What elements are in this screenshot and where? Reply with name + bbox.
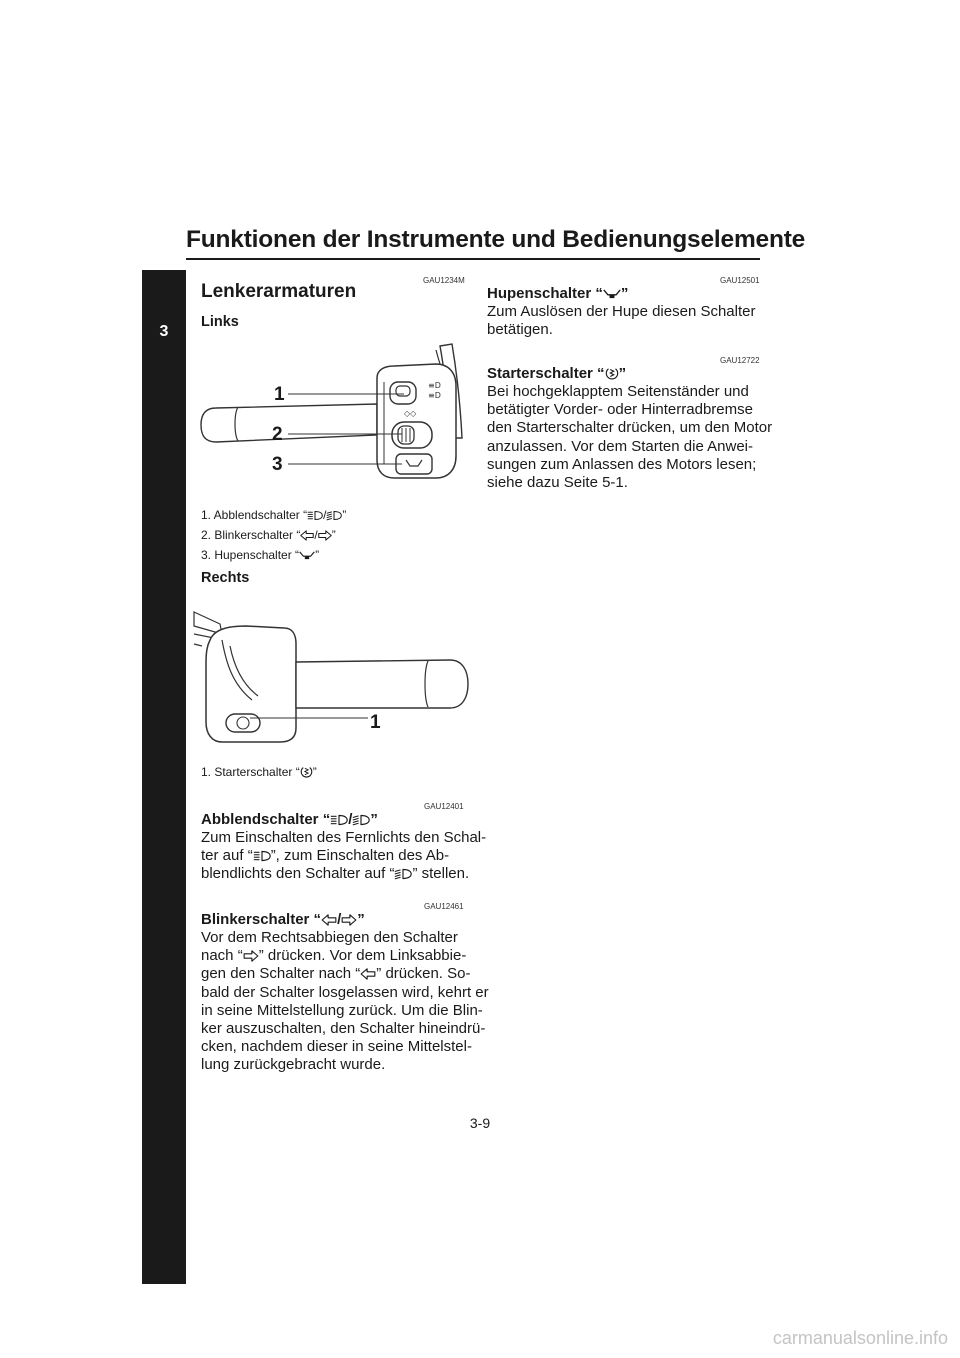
right-caption-1: 1. Starterschalter “ ”	[201, 765, 317, 779]
turn-signal-switch-code: GAU12461	[424, 902, 464, 911]
turn-right-icon	[243, 950, 259, 962]
horn-switch-code: GAU12501	[720, 276, 760, 285]
svg-text:≡D: ≡D	[428, 391, 441, 400]
section-code: GAU1234M	[423, 276, 465, 285]
turn-left-icon	[300, 530, 314, 541]
right-controls-heading: Rechts	[201, 570, 250, 586]
chapter-tab	[142, 270, 186, 1284]
turn-signal-switch-heading: Blinkerschalter “ / ”	[201, 911, 365, 928]
start-switch-heading: Starterschalter “ ”	[487, 365, 627, 382]
left-caption-2: 2. Blinkerschalter “ / ”	[201, 528, 336, 542]
left-controls-heading: Links	[201, 314, 239, 330]
chapter-tab-number: 3	[159, 323, 169, 340]
header-rule	[186, 258, 760, 260]
horn-switch-text: Zum Auslösen der Hupe diesen Schalter betätigen.	[487, 303, 756, 339]
start-icon	[300, 765, 313, 778]
footer-watermark	[0, 1320, 960, 1358]
left-caption-3: 3. Hupenschalter “ ”	[201, 548, 320, 562]
start-switch-text: Bei hochgeklapptem Seitenständer und betätigter Vorder- oder Hinterradbremse den Starterschalter drücken, um den Motor anzulassen. Vor dem Starten die Anwei- sungen zum Anlassen des Motors lesen; siehe dazu Seite 5-1.	[487, 383, 773, 492]
section-title: Lenkerarmaturen	[201, 281, 357, 302]
high-beam-icon	[330, 814, 348, 826]
start-icon	[605, 366, 619, 380]
left-handlebar-illustration	[192, 338, 474, 500]
page-header-title: Funktionen der Instrumente und Bedienungselemente	[186, 226, 806, 253]
svg-text:◇◇: ◇◇	[404, 409, 417, 418]
dimmer-switch-text: Zum Einschalten des Fernlichts den Schal- ter auf “ ”, zum Einschalten des Ab- blendlichts den Schalter auf “ ” stellen.	[201, 829, 487, 883]
svg-text:≡D: ≡D	[428, 381, 441, 390]
turn-left-icon	[360, 968, 376, 980]
high-beam-icon	[253, 850, 271, 862]
horn-icon	[299, 550, 315, 561]
horn-switch-heading: Hupenschalter “ ”	[487, 285, 629, 302]
page-number: 3-9	[469, 1115, 491, 1131]
turn-right-icon	[341, 914, 357, 926]
footer-site-text: carmanualsonline.info	[772, 1328, 948, 1348]
left-caption-1: 1. Abblendschalter “ / ”	[201, 508, 347, 522]
start-switch-code: GAU12722	[720, 356, 760, 365]
low-beam-icon	[326, 510, 342, 521]
dimmer-switch-heading: Abblendschalter “ / ”	[201, 811, 378, 828]
low-beam-icon	[394, 868, 412, 880]
left-callout-3: 3	[272, 454, 283, 475]
turn-left-icon	[321, 914, 337, 926]
left-callout-1: 1	[274, 384, 285, 405]
left-callout-2: 2	[272, 424, 283, 445]
turn-right-icon	[318, 530, 332, 541]
high-beam-icon	[307, 510, 323, 521]
turn-signal-switch-text: Vor dem Rechtsabbiegen den Schalter nach “ ” drücken. Vor dem Linksabbie- gen den Schalter nach “ ” drücken. So- bald der Schalter losgelassen wird, kehrt er in seine Mittelstellung zurück. Um die Blin- ker auszuschalten, den Schalter hineindrü- cken, nachdem dieser in seine Mittelstel- lung zurückgebracht wurde.	[201, 929, 489, 1074]
dimmer-switch-code: GAU12401	[424, 802, 464, 811]
right-handlebar-illustration	[192, 604, 474, 754]
horn-icon	[603, 288, 621, 300]
low-beam-icon	[352, 814, 370, 826]
right-callout-1: 1	[370, 712, 381, 733]
